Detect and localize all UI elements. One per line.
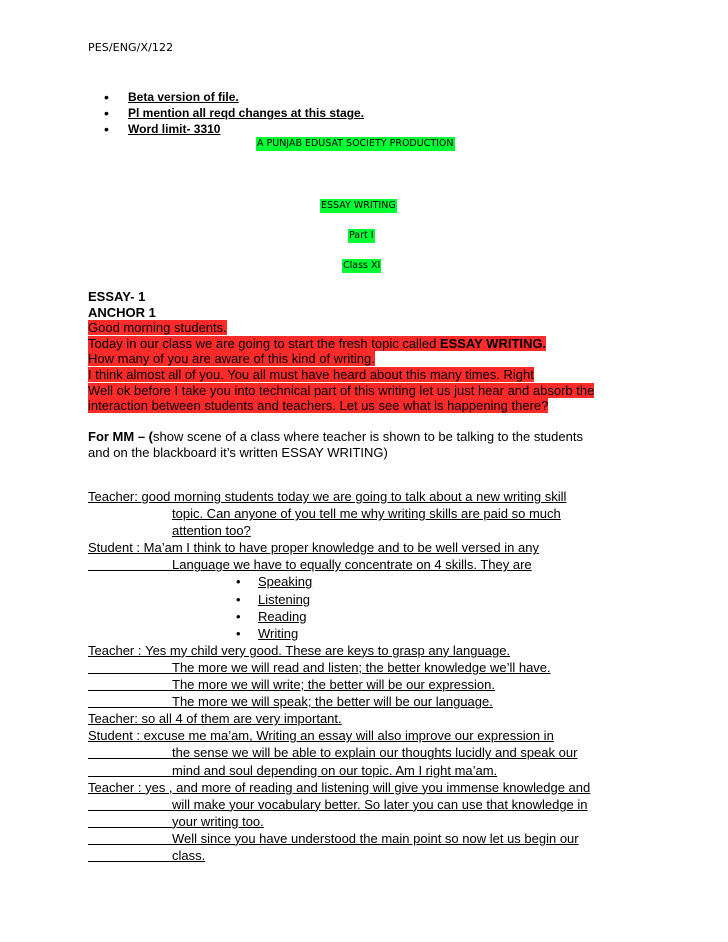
document-code: PES/ENG/X/122 xyxy=(88,41,174,54)
dialog-line: mind and soul depending on our topic. Am I right ma’am. xyxy=(88,762,688,779)
production-banner: A PUNJAB EDUSAT SOCIETY PRODUCTION xyxy=(257,138,454,149)
bullet-icon: • xyxy=(104,89,109,105)
review-notes xyxy=(100,89,364,137)
note-item: • Pl mention all reqd changes at this stage. xyxy=(104,105,365,121)
bullet-icon: • xyxy=(236,591,241,607)
mm-note: For MM – (show scene of a class where teacher is shown to be talking to the students xyxy=(88,429,583,445)
dialog-line: The more we will write; the better will be our expression. xyxy=(88,676,688,693)
anchor-line: Well ok before I take you into technical part of this writing let us just hear and absorb the xyxy=(88,382,595,398)
dialogue-script xyxy=(88,488,688,864)
skill-item: • Speaking xyxy=(236,574,313,590)
dialog-line: attention too? xyxy=(172,523,251,539)
skill-item: • Writing xyxy=(236,625,299,641)
bullet-icon: • xyxy=(236,574,241,590)
dialog-line: The more we will read and listen; the better knowledge we’ll have. xyxy=(88,659,688,676)
bullet-icon: • xyxy=(236,608,241,624)
mm-note-cont: and on the blackboard it’s written ESSAY WRITING) xyxy=(88,444,388,460)
note-item: • Beta version of file. xyxy=(104,89,239,105)
dialog-line: The more we will speak; the better will be our language. xyxy=(88,693,688,710)
dialog-line: Language we have to equally concentrate on 4 skills. They are xyxy=(88,556,688,573)
speaker-label: Teacher : xyxy=(88,779,146,795)
speaker-label: Teacher : xyxy=(88,642,146,658)
speaker-label: Student : xyxy=(88,728,144,744)
anchor-line: I think almost all of you. You all must have heard about this many times. Right xyxy=(88,366,534,382)
part-label: Part I xyxy=(349,230,374,241)
dialog-line: Teacher : yes , and more of reading and listening will give you immense knowledge and xyxy=(88,779,591,795)
dialog-line: Teacher : Yes my child very good. These are keys to grasp any language. xyxy=(88,642,511,658)
topic-name: ESSAY WRITING. xyxy=(439,335,547,351)
anchor-section xyxy=(88,289,688,461)
anchor-line: interaction between students and teachers. Let us see what is happening there? xyxy=(88,398,549,414)
dialog-line: will make your vocabulary better. So later you can use that knowledge in xyxy=(88,796,688,813)
skill-item: • Listening xyxy=(236,591,311,607)
anchor-line: How many of you are aware of this kind of writing. xyxy=(88,351,375,367)
bullet-icon: • xyxy=(104,121,109,137)
speaker-label: Teacher: xyxy=(88,711,142,727)
skills-list xyxy=(88,573,688,641)
dialog-line: topic. Can anyone of you tell me why writing skills are paid so much xyxy=(172,506,561,522)
dialog-line: class. xyxy=(88,847,688,864)
note-item: • Word limit- 3310 xyxy=(104,121,221,137)
speaker-label: Student : xyxy=(88,540,144,556)
dialog-line: the sense we will be able to explain our thoughts lucidly and speak our xyxy=(88,744,688,761)
dialog-line: Teacher: good morning students today we are going to talk about a new writing skill xyxy=(88,489,567,504)
dialog-line: Student : Ma’am I think to have proper knowledge and to be well versed in any xyxy=(88,540,539,556)
dialog-line: Student : excuse me ma’am, Writing an essay will also improve our expression in xyxy=(88,728,554,744)
bullet-icon: • xyxy=(236,625,241,641)
anchor-line: Good morning students. xyxy=(88,320,227,336)
anchor-line: Today in our class we are going to start the fresh topic called ESSAY WRITING. xyxy=(88,335,547,351)
dialog-line: Teacher: so all 4 of them are very important. xyxy=(88,711,342,727)
dialog-line: Well since you have understood the main point so now let us begin our xyxy=(88,830,688,847)
dialog-line: your writing too. xyxy=(88,813,688,830)
subject-title: ESSAY WRITING xyxy=(321,200,396,211)
essay-number: ESSAY- 1 xyxy=(88,289,146,304)
class-label: Class XI xyxy=(343,260,381,271)
bullet-icon: • xyxy=(104,105,109,121)
skill-item: • Reading xyxy=(236,608,307,624)
speaker-label: Teacher: xyxy=(88,489,142,504)
anchor-heading: ANCHOR 1 xyxy=(88,304,156,320)
